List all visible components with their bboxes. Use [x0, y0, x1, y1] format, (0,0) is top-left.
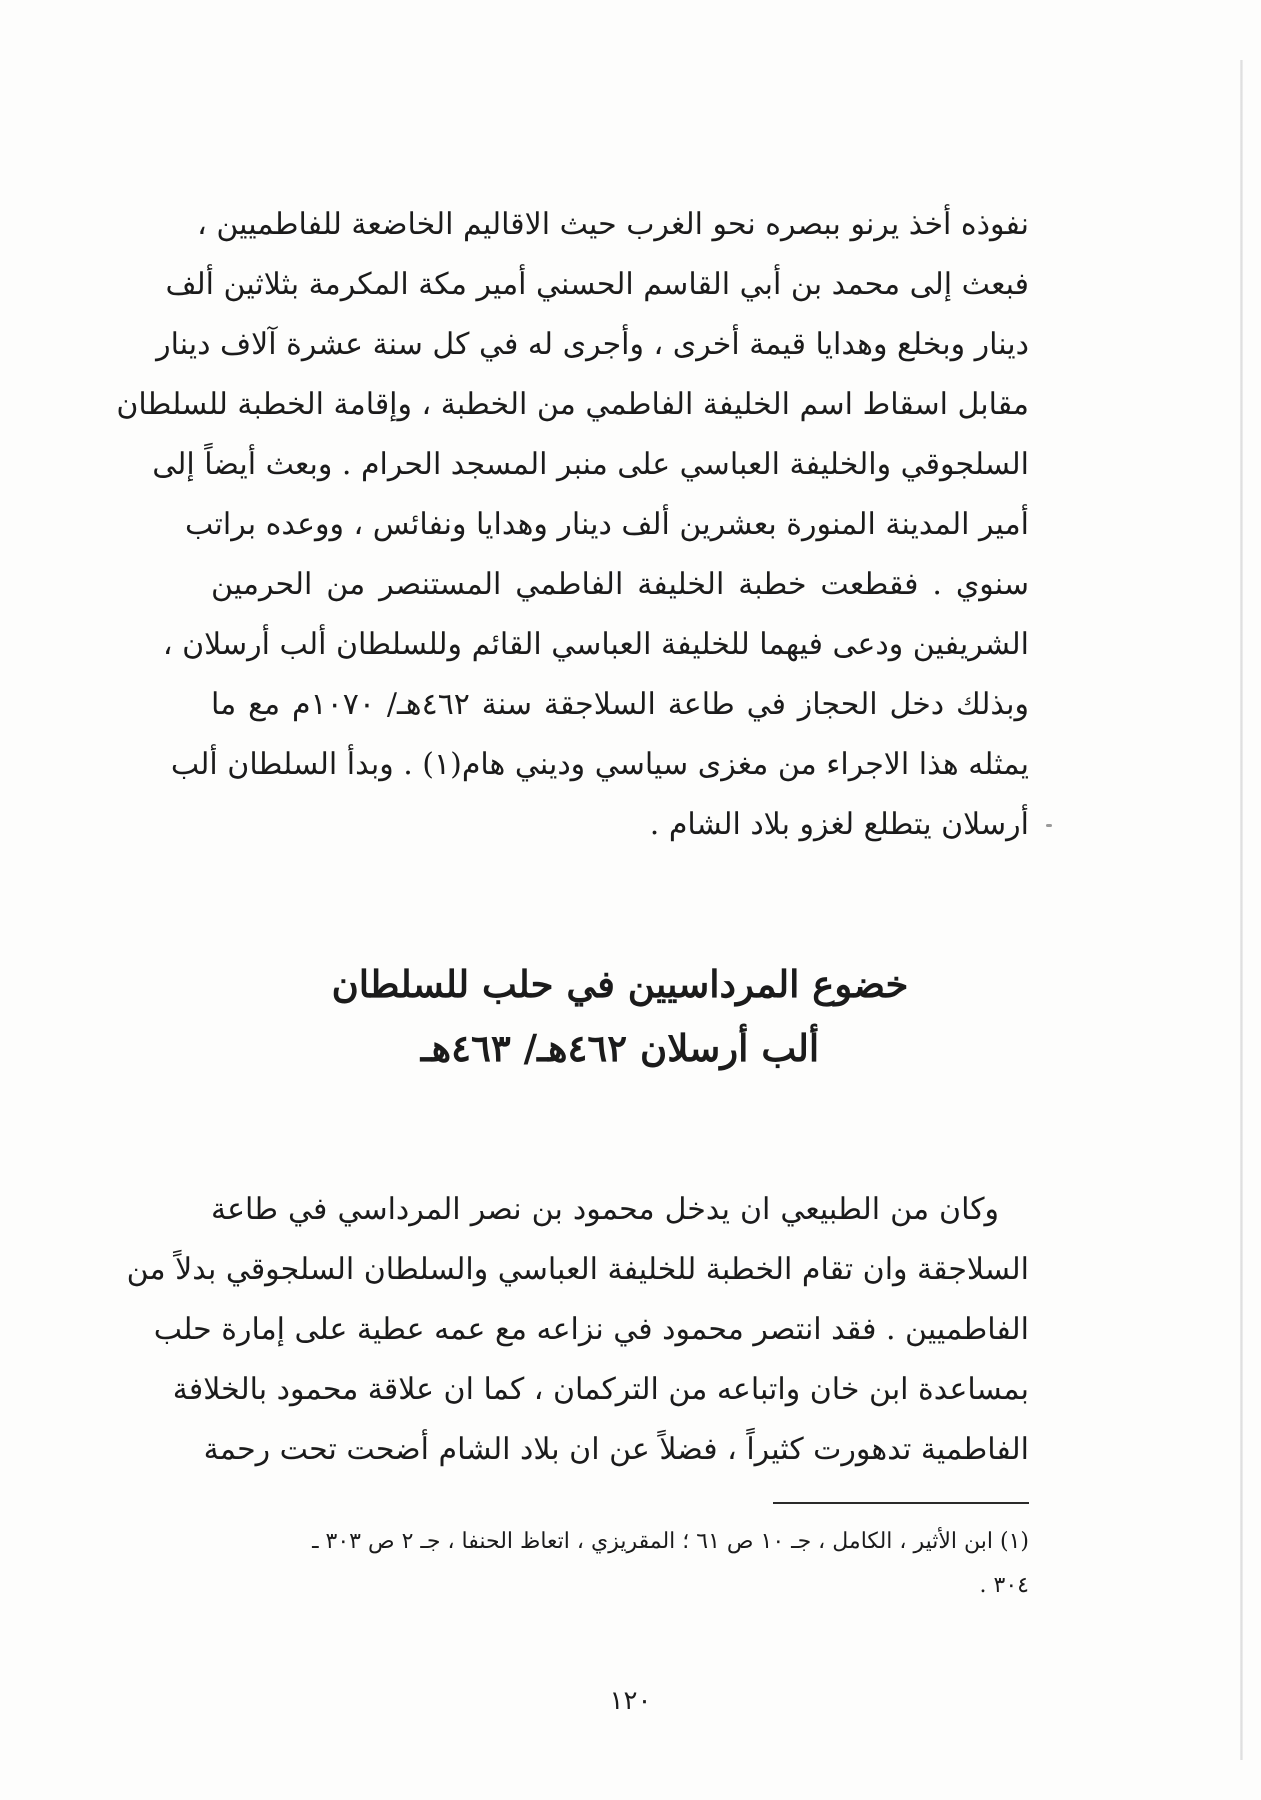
paragraph-line: فبعث إلى محمد بن أبي القاسم الحسني أمير مكة المكرمة بثلاثين ألف — [165, 267, 1029, 302]
footnote — [211, 1520, 1029, 1608]
page-number: ١٢٠ — [609, 1686, 652, 1716]
paragraph-1 — [116, 195, 1029, 855]
heading-line-1: خضوع المرداسيين في حلب للسلطان — [331, 962, 909, 1006]
paragraph-line: وكان من الطبيعي ان يدخل محمود بن نصر المرداسي في طاعة — [211, 1192, 999, 1227]
paragraph-line: أرسلان يتطلع لغزو بلاد الشام . — [649, 807, 1029, 842]
paragraph-line: نفوذه أخذ يرنو ببصره نحو الغرب حيث الاقاليم الخاضعة للفاطميين ، — [197, 207, 1029, 242]
paragraph-line: مقابل اسقاط اسم الخليفة الفاطمي من الخطبة ، وإقامة الخطبة للسلطان — [116, 387, 1029, 422]
paragraph-line: يمثله هذا الاجراء من مغزى سياسي وديني هام(١) . وبدأ السلطان ألب — [170, 747, 1029, 782]
paragraph-line: دينار وبخلع وهدايا قيمة أخرى ، وأجرى له في كل سنة عشرة آلاف دينار — [156, 327, 1029, 362]
page-edge-shadow — [1240, 60, 1243, 1760]
footnote-line-2: ٣٠٤ . — [979, 1573, 1029, 1598]
paragraph-line: أمير المدينة المنورة بعشرين ألف دينار وهدايا ونفائس ، ووعده براتب — [185, 507, 1029, 542]
heading-line-2: ألب أرسلان ٤٦٢هـ/ ٤٦٣هـ — [420, 1026, 820, 1070]
paragraph-line: السلجوقي والخليفة العباسي على منبر المسجد الحرام . وبعث أيضاً إلى — [152, 447, 1029, 482]
footnote-divider — [773, 1502, 1029, 1504]
paragraph-line: وبذلك دخل الحجاز في طاعة السلاجقة سنة ٤٦٢هـ/ ١٠٧٠م مع ما — [211, 687, 1029, 722]
paragraph-line: الشريفين ودعى فيهما للخليفة العباسي القائم وللسلطان ألب أرسلان ، — [162, 627, 1029, 662]
section-heading — [211, 952, 1029, 1080]
scan-speck — [1046, 824, 1052, 827]
paragraph-line: الفاطميين . فقد انتصر محمود في نزاعه مع عمه عطية على إمارة حلب — [153, 1312, 1029, 1347]
paragraph-line: السلاجقة وان تقام الخطبة للخليفة العباسي والسلطان السلجوقي بدلاً من — [126, 1252, 1029, 1287]
paragraph-line: سنوي . فقطعت خطبة الخليفة الفاطمي المستنصر من الحرمين — [211, 567, 1029, 602]
paragraph-line: بمساعدة ابن خان واتباعه من التركمان ، كما ان علاقة محمود بالخلافة — [172, 1372, 1029, 1407]
footnote-line-1: (١) ابن الأثير ، الكامل ، جـ ١٠ ص ٦١ ؛ المقريزي ، اتعاظ الحنفا ، جـ ٢ ص ٣٠٣ ـ — [312, 1529, 1029, 1554]
paragraph-line: الفاطمية تدهورت كثيراً ، فضلاً عن ان بلاد الشام أضحت تحت رحمة — [203, 1432, 1029, 1467]
paragraph-2 — [126, 1180, 1029, 1480]
